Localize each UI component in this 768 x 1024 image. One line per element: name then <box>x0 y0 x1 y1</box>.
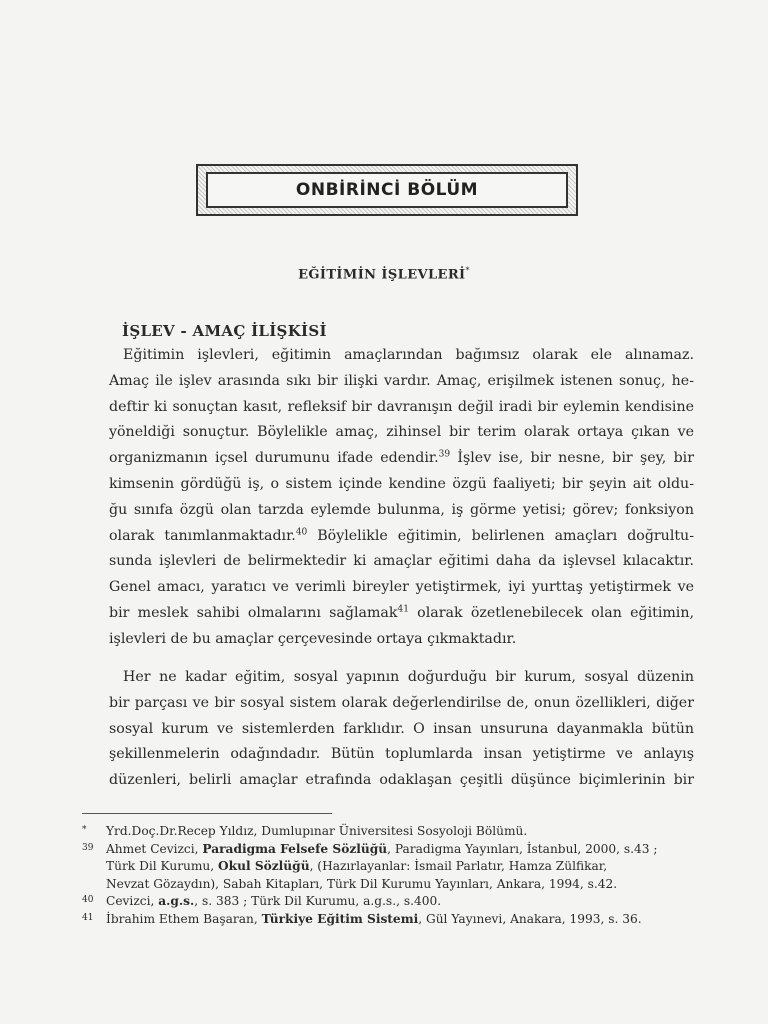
footnote-mark: * <box>82 825 87 835</box>
footnote <box>82 823 704 841</box>
paragraph-line: düzenleri, belirli amaçlar etrafında odaklaşan çeşitli düşünce biçimlerinin bir <box>109 772 694 789</box>
footnote-mark: 39 <box>82 842 94 853</box>
paragraph-line: yöneldiği sonuçtur. Böylelikle amaç, zihinsel bir terim olarak ortaya çıkan ve <box>109 424 694 441</box>
section-title-text: EĞİTİMİN İŞLEVLERİ <box>298 267 466 283</box>
line-text: bir meslek sahibi olmalarını sağlamak <box>109 604 398 621</box>
footnote-mark <box>82 876 106 894</box>
chapter-header-box <box>196 164 578 216</box>
line-text: organizmanın içsel durumunu ifade edendir. <box>109 450 439 467</box>
paragraph-line <box>109 524 694 550</box>
subheading: İŞLEV - AMAÇ İLİŞKİSİ <box>122 322 327 340</box>
footnote-text: Yrd.Doç.Dr.Recep Yıldız, Dumlupınar Üniversitesi Sosyoloji Bölümü. <box>106 824 528 838</box>
paragraph-line: işlevleri de bu amaçlar çerçevesinde ortaya çıkmaktadır. <box>109 630 517 647</box>
footnote-ref-41: 41 <box>397 604 409 615</box>
footnote-continuation <box>82 858 704 876</box>
footnote-text: Cevizci, a.g.s., s. 383 ; Türk Dil Kurumu, a.g.s., s.400. <box>106 894 442 909</box>
footnotes <box>82 823 704 929</box>
paragraph-2 <box>109 665 694 794</box>
line-text: Böylelikle eğitimin, belirlenen amaçları doğrultu- <box>307 527 694 544</box>
paragraph-line <box>109 446 694 472</box>
footnote-ref-40: 40 <box>295 526 308 537</box>
paragraph-line <box>109 601 694 627</box>
paragraph-1 <box>109 343 694 653</box>
paragraph-line: Her ne kadar eğitim, sosyal yapının doğurduğu bir kurum, sosyal düzenin <box>123 669 694 685</box>
paragraph-line: deftir ki sonuçtan kasıt, refleksif bir davranışın değil iradi bir eylemin kendisine <box>109 398 694 415</box>
section-title <box>0 266 768 282</box>
footnote-text: İbrahim Ethem Başaran, Türkiye Eğitim Sistemi, Gül Yayınevi, Anakara, 1993, s. 36. <box>106 911 642 926</box>
paragraph-line: ğu sınıfa özgü olan tarzda eylemde bulunma, iş görme yetisi; görev; fonksiyon <box>109 501 694 518</box>
line-text: olarak özetlenebilecek olan eğitimin, <box>408 604 694 621</box>
footnote-text: Nevzat Gözaydın), Sabah Kitapları, Türk Dil Kurumu Yayınları, Ankara, 1994, s.42. <box>106 876 618 891</box>
footnote <box>82 911 704 929</box>
footnote-mark <box>82 858 106 876</box>
footnote-continuation <box>82 876 704 894</box>
paragraph-line: şekillenmelerin odağındadır. Bütün toplumlarda insan yetiştirme ve anlayış <box>109 746 694 763</box>
footnote <box>82 841 704 859</box>
footnote-mark: 41 <box>82 912 94 923</box>
chapter-header-inner <box>206 172 568 208</box>
line-text: İşlev ise, bir nesne, bir şey, bir <box>450 450 694 467</box>
paragraph-line: kimsenin gördüğü iş, o sistem içinde kendine özgü faaliyeti; bir şeyin ait oldu- <box>109 475 694 492</box>
footnote-ref-39: 39 <box>438 449 451 460</box>
footnote-divider <box>82 813 332 814</box>
footnote <box>82 893 704 911</box>
paragraph-line: sunda işlevleri de belirmektedir ki amaçlar eğitimi daha da işlevsel kılacaktır. <box>109 553 694 570</box>
footnote-mark: 40 <box>82 895 94 906</box>
paragraph-line: sosyal kurum ve sistemlerden farklıdır. O insan unsuruna dayanmakla bütün <box>109 720 694 737</box>
footnote-text: Türk Dil Kurumu, Okul Sözlüğü, (Hazırlayanlar: İsmail Parlatır, Hamza Zülfikar, <box>106 859 608 874</box>
footnote-text: Ahmet Cevizci, Paradigma Felsefe Sözlüğü, Paradigma Yayınları, İstanbul, 2000, s.43 ; <box>106 841 658 856</box>
paragraph-line: Genel amacı, yaratıcı ve verimli bireyler yetiştirmek, iyi yurttaş yetiştirmek ve <box>109 579 694 596</box>
paragraph-line: bir parçası ve bir sosyal sistem olarak değerlendirilse de, onun özellikleri, diğer <box>109 694 694 711</box>
chapter-title: ONBİRİNCİ BÖLÜM <box>295 180 479 200</box>
line-text: olarak tanımlanmaktadır. <box>109 527 296 544</box>
paragraph-line: Eğitimin işlevleri, eğitimin amaçlarından bağımsız olarak ele alınamaz. <box>123 347 694 363</box>
section-title-mark: * <box>465 266 470 275</box>
paragraph-line: Amaç ile işlev arasında sıkı bir ilişki vardır. Amaç, erişilmek istenen sonuç, he- <box>109 372 694 389</box>
